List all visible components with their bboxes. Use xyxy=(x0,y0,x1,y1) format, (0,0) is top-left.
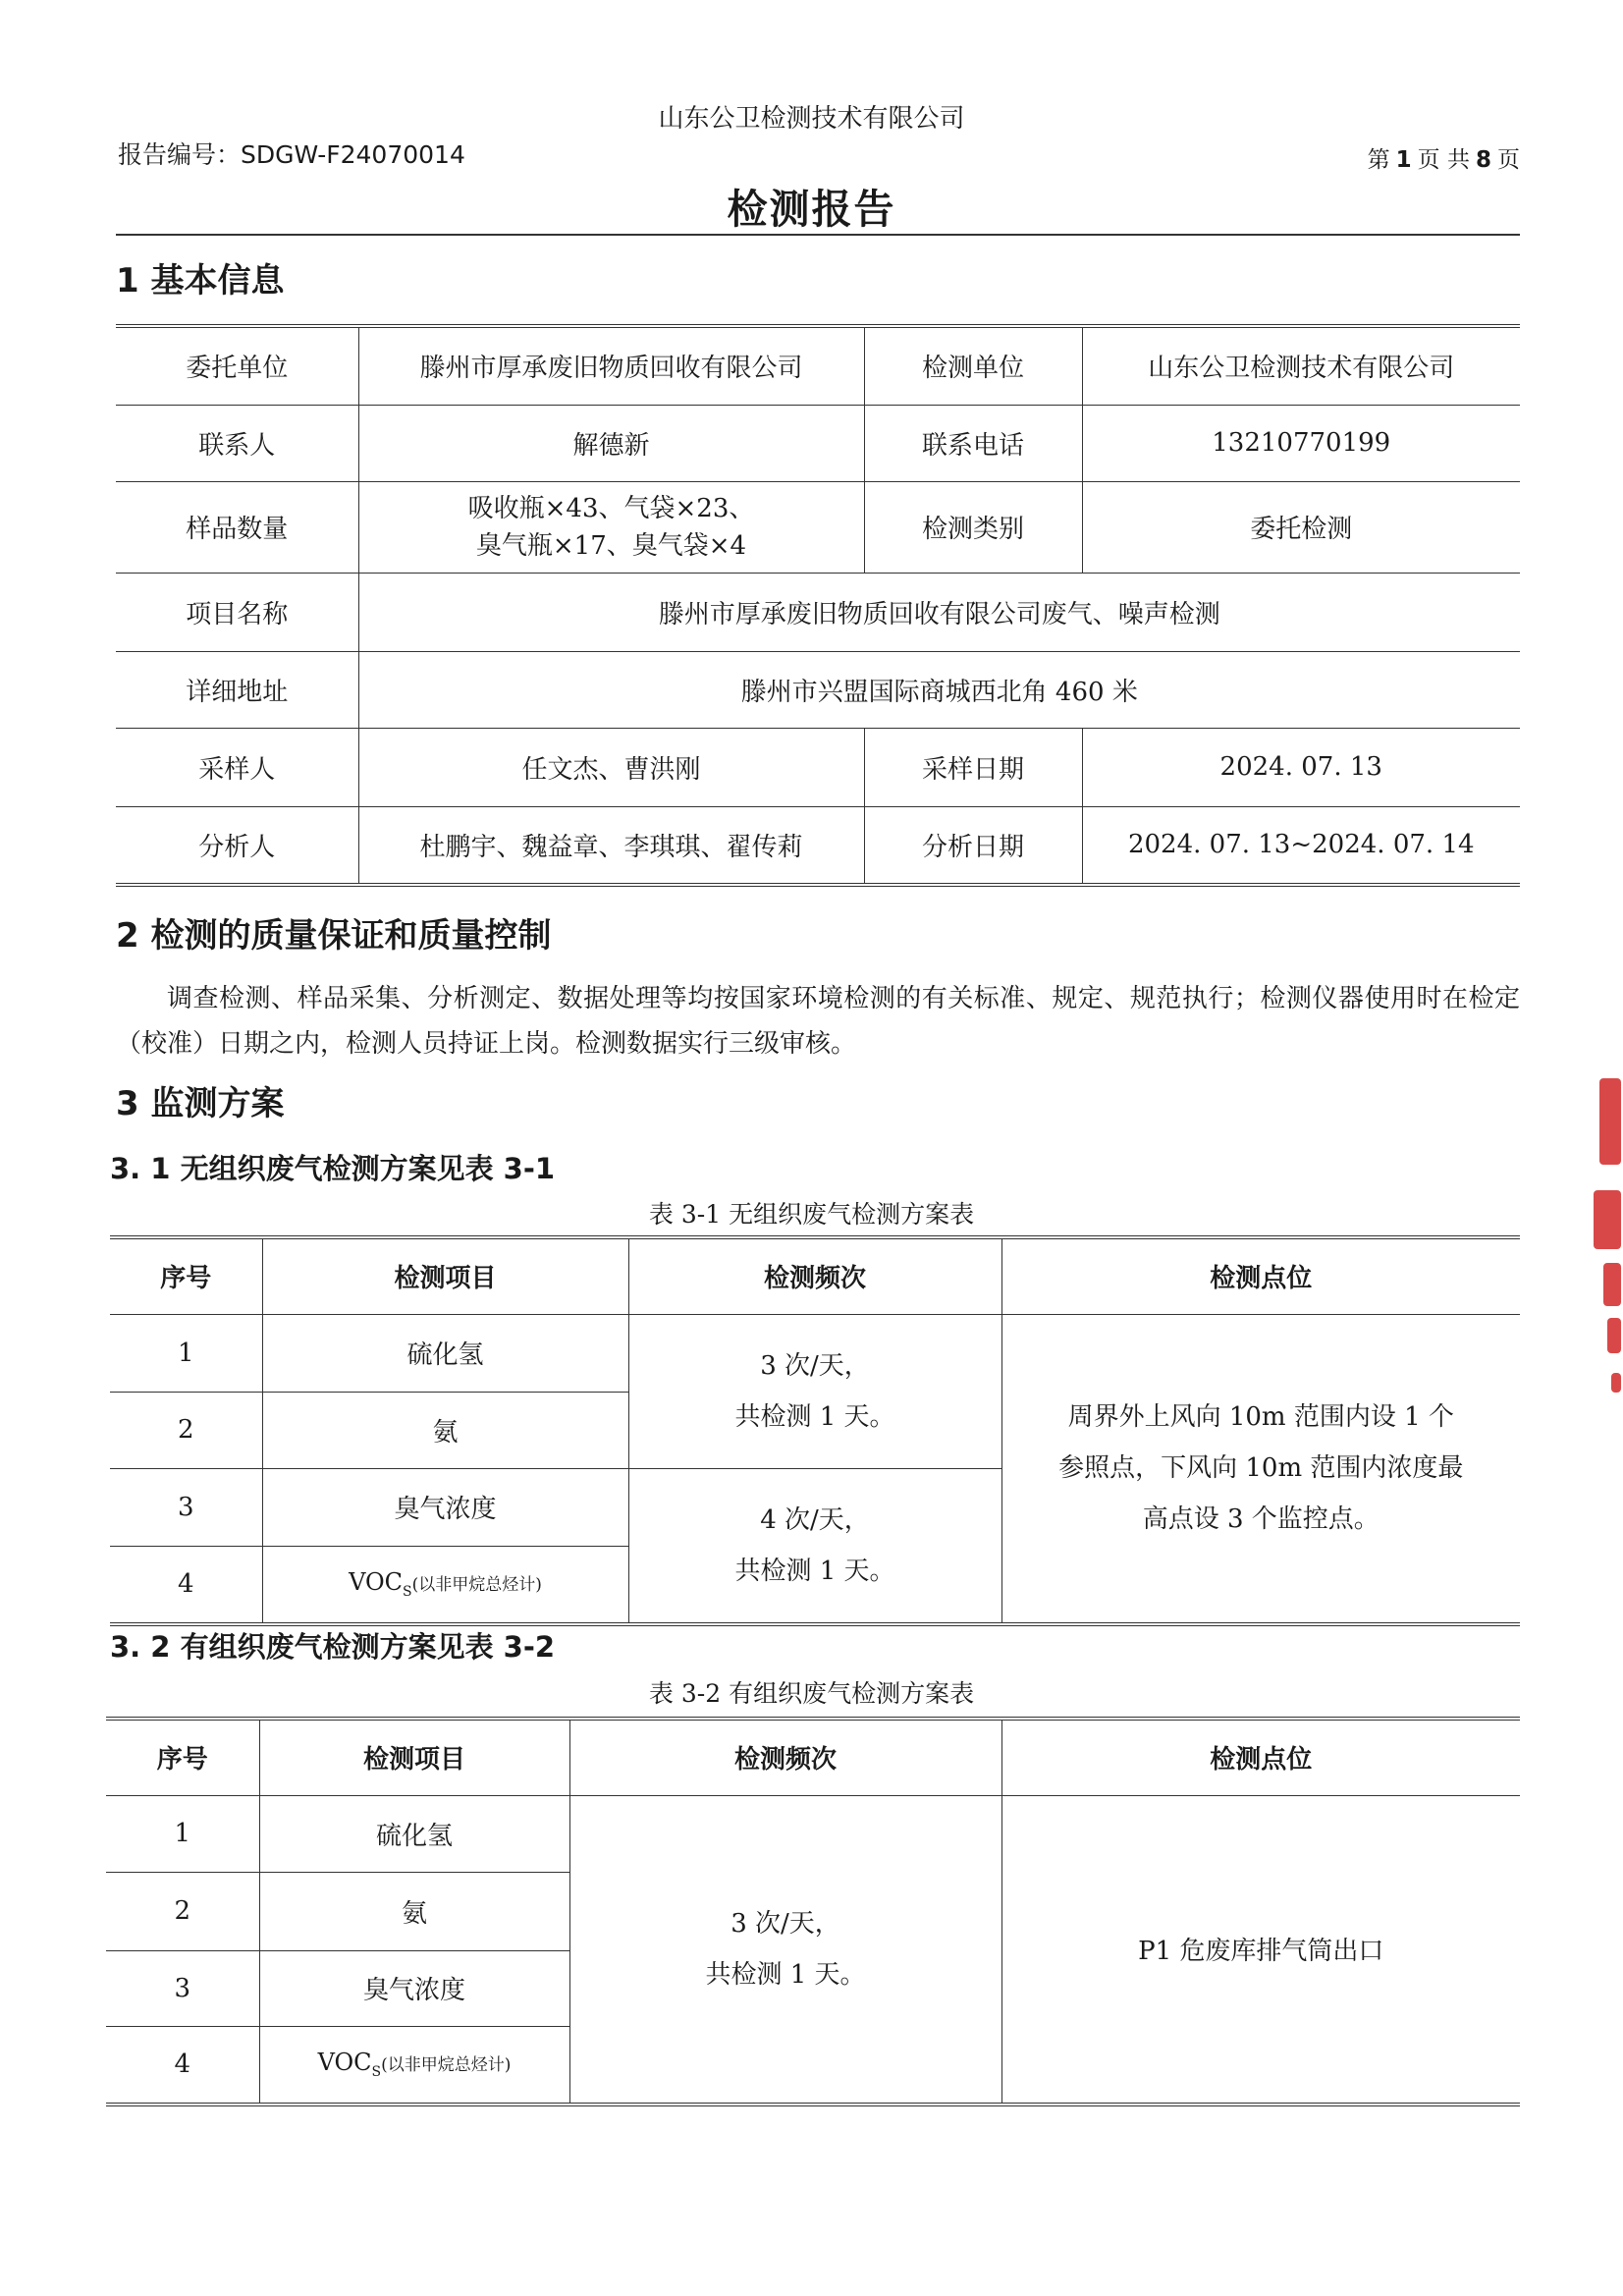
sample-date-value: 2024. 07. 13 xyxy=(1082,728,1520,806)
seal-stamp-edge xyxy=(1592,1061,1623,1414)
sample-date-label: 采样日期 xyxy=(864,728,1082,806)
table1-row4-item xyxy=(262,1546,628,1624)
table1-frequency-b xyxy=(628,1468,1001,1624)
samples-label: 样品数量 xyxy=(116,481,358,573)
table1-frequency-a xyxy=(628,1314,1001,1468)
table1-location-line3: 高点设 3 个监控点。 xyxy=(1142,1504,1380,1535)
page-suffix: 页 xyxy=(1497,147,1520,173)
voc-note: (以非甲烷总烃计) xyxy=(381,2055,512,2076)
voc-note: (以非甲烷总烃计) xyxy=(411,1575,542,1596)
subsection-3-1-heading: 3. 1 无组织废气检测方案见表 3-1 xyxy=(110,1152,556,1185)
section2-heading: 2 检测的质量保证和质量控制 xyxy=(116,916,552,956)
page-prefix: 第 xyxy=(1367,147,1390,173)
page-indicator xyxy=(1368,141,1520,174)
lab-value: 山东公卫检测技术有限公司 xyxy=(1082,326,1520,405)
table2-location: P1 危废库排气筒出口 xyxy=(1001,1795,1520,2105)
analyst-label: 分析人 xyxy=(116,806,358,885)
report-number: 报告编号：SDGW-F24070014 xyxy=(118,140,465,169)
samples-line1: 吸收瓶×43、气袋×23、 xyxy=(467,493,755,523)
table2-frequency-line2: 共检测 1 天。 xyxy=(705,1959,866,1990)
analysis-date-label: 分析日期 xyxy=(864,806,1082,885)
table1-header-no: 序号 xyxy=(110,1237,262,1314)
table2-header-no: 序号 xyxy=(106,1719,259,1795)
table2-header-item: 检测项目 xyxy=(259,1719,569,1795)
phone-value: 13210770199 xyxy=(1082,405,1520,481)
client-label: 委托单位 xyxy=(116,326,358,405)
lab-label: 检测单位 xyxy=(864,326,1082,405)
table1-frequency-a-line1: 3 次/天， xyxy=(760,1350,870,1381)
table2-row3-item: 臭气浓度 xyxy=(259,1950,569,2026)
table1-location-line2: 参照点，下风向 10m 范围内浓度最 xyxy=(1058,1453,1464,1484)
analysis-date-value: 2024. 07. 13~2024. 07. 14 xyxy=(1082,806,1520,885)
page-number: 1 xyxy=(1395,147,1412,173)
table1-header-item: 检测项目 xyxy=(262,1237,628,1314)
table1-row3-item: 臭气浓度 xyxy=(262,1468,628,1546)
table2-row4-no: 4 xyxy=(106,2026,259,2105)
table1-caption: 表 3-1 无组织废气检测方案表 xyxy=(648,1200,975,1229)
unorganized-gas-table xyxy=(110,1235,1520,1626)
table2-row1-no: 1 xyxy=(106,1795,259,1872)
table2-row2-no: 2 xyxy=(106,1872,259,1950)
table1-row1-no: 1 xyxy=(110,1314,262,1392)
contact-label: 联系人 xyxy=(116,405,358,481)
table1-location xyxy=(1001,1314,1520,1624)
table2-frequency xyxy=(569,1795,1001,2105)
table1-row3-no: 3 xyxy=(110,1468,262,1546)
voc-main: VOC xyxy=(317,2049,372,2077)
header-company: 山东公卫检测技术有限公司 xyxy=(658,104,965,134)
table1-row2-item: 氨 xyxy=(262,1392,628,1468)
table1-frequency-b-line1: 4 次/天， xyxy=(760,1504,870,1535)
sampler-value: 任文杰、曹洪刚 xyxy=(358,728,864,806)
table1-row1-item: 硫化氢 xyxy=(262,1314,628,1392)
voc-subscript: S xyxy=(371,2064,382,2081)
quality-control-paragraph: 调查检测、样品采集、分析测定、数据处理等均按国家环境检测的有关标准、规定、规范执行；检测仪器使用时在检定（校准）日期之内，检测人员持证上岗。检测数据实行三级审核。 xyxy=(116,984,1520,1059)
basic-info-table xyxy=(116,324,1520,887)
sampler-label: 采样人 xyxy=(116,728,358,806)
title-rule xyxy=(116,234,1520,236)
table1-location-line1: 周界外上风向 10m 范围内设 1 个 xyxy=(1067,1402,1454,1433)
subsection-3-2-heading: 3. 2 有组织废气检测方案见表 3-2 xyxy=(110,1630,556,1664)
table2-row4-item xyxy=(259,2026,569,2105)
table2-row2-item: 氨 xyxy=(259,1872,569,1950)
table2-header-frequency: 检测频次 xyxy=(569,1719,1001,1795)
project-label: 项目名称 xyxy=(116,573,358,651)
table2-row1-item: 硫化氢 xyxy=(259,1795,569,1872)
table1-header-location: 检测点位 xyxy=(1001,1237,1520,1314)
table2-caption: 表 3-2 有组织废气检测方案表 xyxy=(648,1679,975,1708)
type-label: 检测类别 xyxy=(864,481,1082,573)
type-value: 委托检测 xyxy=(1082,481,1520,573)
table1-frequency-a-line2: 共检测 1 天。 xyxy=(734,1401,895,1432)
contact-value: 解德新 xyxy=(358,405,864,481)
phone-label: 联系电话 xyxy=(864,405,1082,481)
voc-subscript: S xyxy=(403,1584,412,1601)
voc-main: VOC xyxy=(349,1568,404,1597)
table-row xyxy=(106,1795,1520,1872)
project-value: 滕州市厚承废旧物质回收有限公司废气、噪声检测 xyxy=(358,573,1520,651)
page-mid: 页 共 xyxy=(1417,147,1470,173)
section3-heading: 3 监测方案 xyxy=(116,1084,285,1123)
table2-frequency-line1: 3 次/天， xyxy=(730,1908,840,1939)
address-value: 滕州市兴盟国际商城西北角 460 米 xyxy=(358,651,1520,728)
organized-gas-table xyxy=(106,1717,1520,2106)
samples-value xyxy=(358,481,864,573)
section1-heading: 1 基本信息 xyxy=(116,261,285,301)
table-row xyxy=(110,1314,1520,1392)
analyst-value: 杜鹏宇、魏益章、李琪琪、翟传莉 xyxy=(358,806,864,885)
table1-frequency-b-line2: 共检测 1 天。 xyxy=(734,1556,895,1586)
page-total: 8 xyxy=(1475,147,1491,173)
table1-header-frequency: 检测频次 xyxy=(628,1237,1001,1314)
table2-row3-no: 3 xyxy=(106,1950,259,2026)
address-label: 详细地址 xyxy=(116,651,358,728)
samples-line2: 臭气瓶×17、臭气袋×4 xyxy=(475,530,747,561)
table1-row4-no: 4 xyxy=(110,1546,262,1624)
document-title: 检测报告 xyxy=(727,186,896,233)
client-value: 滕州市厚承废旧物质回收有限公司 xyxy=(358,326,864,405)
table2-header-location: 检测点位 xyxy=(1001,1719,1520,1795)
table1-row2-no: 2 xyxy=(110,1392,262,1468)
